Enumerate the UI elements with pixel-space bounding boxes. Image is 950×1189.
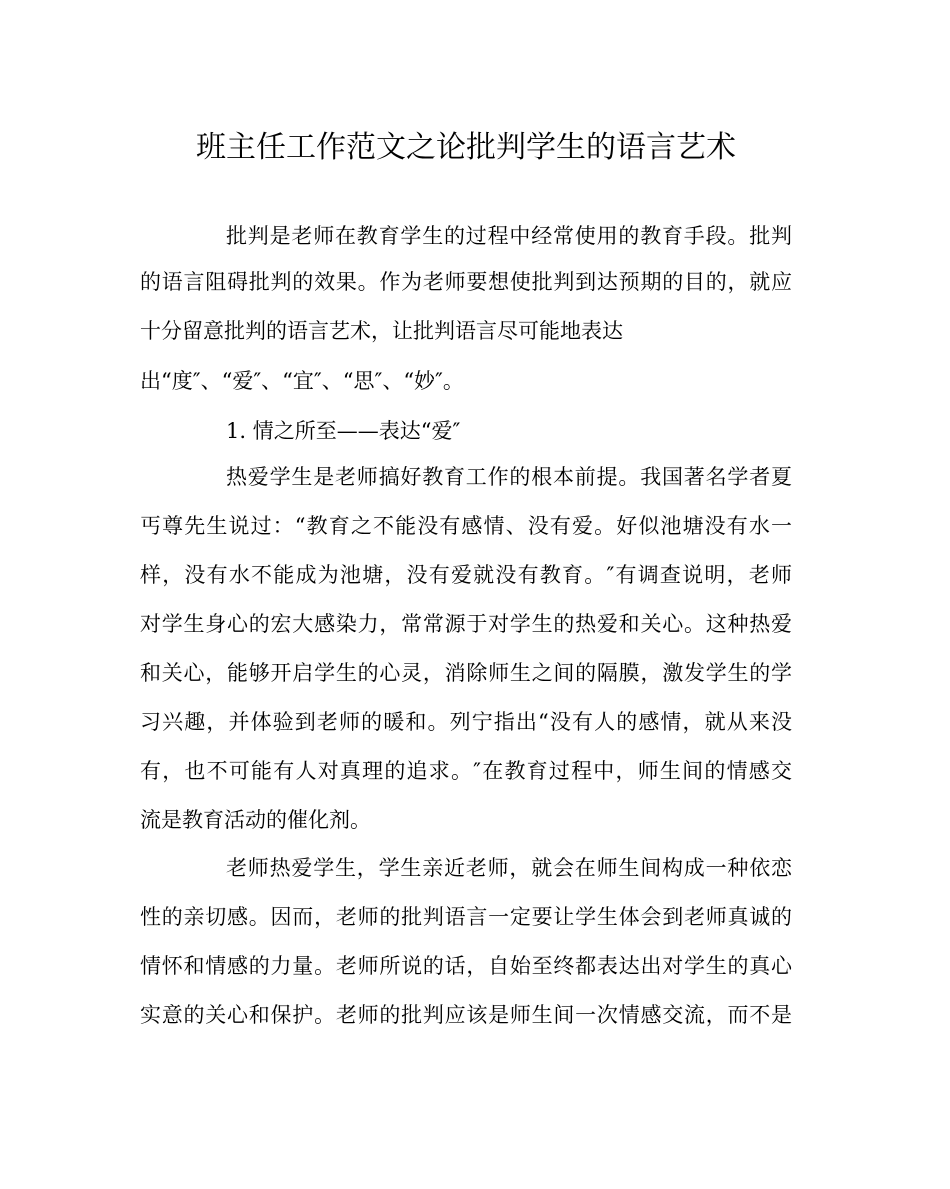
- document-title: 班主任工作范文之论批判学生的语言艺术: [196, 130, 736, 165]
- paragraph-line: 流是教育活动的催化剂。: [140, 808, 371, 832]
- paragraph-line: 和关心，能够开启学生的心灵，消除师生之间的隔膜，激发学生的学: [140, 661, 792, 685]
- paragraph-line: 情怀和情感的力量。老师所说的话，自始至终都表达出对学生的真心: [140, 954, 792, 978]
- paragraph-line: 实意的关心和保护。老师的批判应该是师生间一次情感交流，而不是: [140, 1003, 792, 1027]
- paragraph-line: 出“度″、“爱″、“宜″、“思″、“妙″。: [140, 369, 464, 393]
- paragraph-line: 样，没有水不能成为池塘，没有爱就没有教育。″有调查说明，老师: [140, 563, 792, 587]
- paragraph-line: 老师热爱学生，学生亲近老师，就会在师生间构成一种依恋: [226, 856, 792, 880]
- paragraph-line: 的语言阻碍批判的效果。作为老师要想使批判到达预期的目的，就应: [140, 270, 792, 294]
- paragraph-line: 批判是老师在教育学生的过程中经常使用的教育手段。批判: [226, 224, 792, 248]
- paragraph-line: 十分留意批判的语言艺术，让批判语言尽可能地表达: [140, 319, 623, 343]
- paragraph-line: 有，也不可能有人对真理的追求。″在教育过程中，师生间的情感交: [140, 759, 792, 783]
- paragraph-line: 丐尊先生说过：“教育之不能没有感情、没有爱。好似池塘没有水一: [140, 514, 792, 538]
- paragraph-line: 对学生身心的宏大感染力，常常源于对学生的热爱和关心。这种热爱: [140, 612, 792, 636]
- paragraph-line: 习兴趣，并体验到老师的暖和。列宁指出“没有人的感情，就从来没: [140, 710, 792, 734]
- section-heading: 1. 情之所至——表达“爱″: [226, 419, 461, 443]
- paragraph-line: 性的亲切感。因而，老师的批判语言一定要让学生体会到老师真诚的: [140, 905, 792, 929]
- paragraph-line: 热爱学生是老师搞好教育工作的根本前提。我国著名学者夏: [226, 465, 792, 489]
